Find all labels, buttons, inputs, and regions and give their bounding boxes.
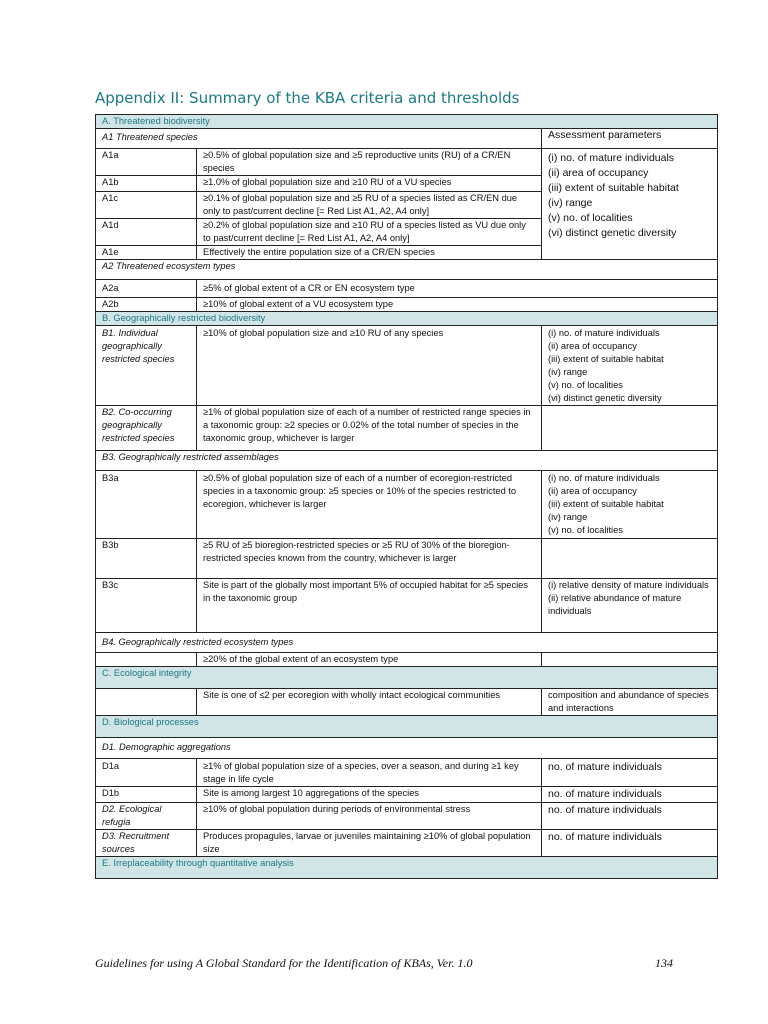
parameter-item: (v) no. of localities: [548, 525, 623, 535]
parameter-item: (i) no. of mature individuals: [548, 328, 660, 338]
table-row: [96, 579, 718, 633]
parameter-item: (iii) extent of suitable habitat: [548, 354, 664, 364]
table-row: [96, 830, 718, 857]
criterion-code: D3. Recruitment sources: [96, 830, 197, 857]
criterion-threshold: ≥0.5% of global population size and ≥5 reproductive units (RU) of a CR/EN species: [197, 149, 542, 176]
criterion-threshold: ≥1.0% of global population size and ≥10 RU of a VU species: [197, 176, 542, 192]
criterion-code-empty: [96, 689, 197, 716]
footer-page-number: 134: [655, 956, 673, 970]
criterion-threshold: ≥10% of global population during periods of environmental stress: [197, 803, 542, 830]
table-row: [96, 689, 718, 716]
parameter-item: (iv) range: [548, 367, 588, 377]
table-row: [96, 539, 718, 579]
subheading: B4. Geographically restricted ecosystem types: [96, 633, 718, 653]
section-heading: D. Biological processes: [96, 716, 718, 738]
criterion-threshold: Site is part of the globally most important 5% of occupied habitat for ≥5 species in the taxonomic group: [197, 579, 542, 633]
criterion-threshold: ≥1% of global population size of a species, over a season, and during ≥1 key stage in life cycle: [197, 759, 542, 787]
kba-criteria-table: [95, 114, 718, 879]
section-row-b: [96, 312, 718, 326]
table-row: [96, 759, 718, 787]
criterion-code: D1b: [96, 787, 197, 803]
parameter-item: (iii) extent of suitable habitat: [548, 182, 679, 194]
parameter-item: (v) no. of localities: [548, 212, 633, 224]
table-row: [96, 298, 718, 312]
assessment-parameter: composition and abundance of species and interactions: [542, 689, 718, 716]
criterion-threshold: Site is one of ≤2 per ecoregion with wholly intact ecological communities: [197, 689, 542, 716]
table-row: [96, 787, 718, 803]
table-row: [96, 803, 718, 830]
section-heading: B. Geographically restricted biodiversity: [96, 312, 718, 326]
parameter-item: (ii) area of occupancy: [548, 167, 649, 179]
assessment-parameters: [542, 326, 718, 406]
subheading: D1. Demographic aggregations: [96, 738, 718, 759]
section-row-c: [96, 667, 718, 689]
criterion-code: A1c: [96, 192, 197, 219]
subheading-row: [96, 451, 718, 471]
criterion-code: A2b: [96, 298, 197, 312]
table-row: [96, 326, 718, 406]
criterion-threshold: ≥5% of global extent of a CR or EN ecosystem type: [197, 280, 718, 298]
parameter-item: (ii) area of occupancy: [548, 486, 637, 496]
criterion-threshold: Effectively the entire population size of a CR/EN species: [197, 246, 542, 260]
parameter-item: (iii) extent of suitable habitat: [548, 499, 664, 509]
section-heading: A. Threatened biodiversity: [96, 115, 718, 129]
subheading-row: [96, 260, 718, 280]
subheading: A2 Threatened ecosystem types: [96, 260, 718, 280]
parameter-item: (i) no. of mature individuals: [548, 152, 675, 164]
criterion-threshold: ≥1% of global population size of each of a number of restricted range species in a taxonomic group: ≥2 species or 0.02% of the total number of species in the taxonomic group, whichever is larger: [197, 406, 542, 451]
parameter-item: (vi) distinct genetic diversity: [548, 227, 677, 239]
table-row: [96, 280, 718, 298]
parameter-item: (ii) area of occupancy: [548, 341, 637, 351]
criterion-threshold: ≥0.1% of global population size and ≥5 RU of a species listed as CR/EN due only to past/current decline [= Red List A1, A2, A4 only]: [197, 192, 542, 219]
assessment-parameter: no. of mature individuals: [542, 803, 718, 830]
assessment-parameter: no. of mature individuals: [542, 759, 718, 787]
criterion-code: A1e: [96, 246, 197, 260]
section-row-d: [96, 716, 718, 738]
section-heading: C. Ecological integrity: [96, 667, 718, 689]
criterion-code: B3b: [96, 539, 197, 579]
criterion-code: A1d: [96, 219, 197, 246]
parameter-item: (vi) distinct genetic diversity: [548, 393, 662, 403]
criterion-code: B1. Individual geographically restricted species: [96, 326, 197, 406]
criterion-code: A1a: [96, 149, 197, 176]
criterion-code: B3a: [96, 471, 197, 539]
assessment-parameters-empty: [542, 406, 718, 451]
table-row: [96, 406, 718, 451]
criterion-code-empty: [96, 653, 197, 667]
assessment-parameters: [542, 579, 718, 633]
criterion-code: D1a: [96, 759, 197, 787]
section-row-e: [96, 857, 718, 879]
criterion-threshold: ≥0.5% of global population size of each of a number of ecoregion-restricted species in a taxonomic group: ≥5 species or 10% of the species restricted to ecoregion, whichever is larger: [197, 471, 542, 539]
criterion-threshold: ≥10% of global population size and ≥10 RU of any species: [197, 326, 542, 406]
section-heading: E. Irreplaceability through quantitative analysis: [96, 857, 718, 879]
criterion-threshold: Site is among largest 10 aggregations of the species: [197, 787, 542, 803]
footer-document-title: Guidelines for using A Global Standard for the Identification of KBAs, Ver. 1.0: [95, 956, 473, 970]
subheading: A1 Threatened species: [96, 129, 542, 149]
criterion-code: A1b: [96, 176, 197, 192]
criterion-code: D2. Ecological refugia: [96, 803, 197, 830]
table-row: [96, 149, 718, 176]
parameter-item: (i) relative density of mature individuals: [548, 580, 709, 590]
subheading-row: [96, 129, 718, 149]
assessment-parameters: [542, 471, 718, 539]
assessment-parameter: no. of mature individuals: [542, 787, 718, 803]
assessment-parameters-heading: Assessment parameters: [542, 129, 718, 149]
assessment-parameters: [542, 149, 718, 260]
assessment-parameters-empty: [542, 539, 718, 579]
criterion-code: B3c: [96, 579, 197, 633]
page-title: Appendix II: Summary of the KBA criteria and thresholds: [95, 89, 520, 107]
criterion-threshold: ≥5 RU of ≥5 bioregion-restricted species or ≥5 RU of 30% of the bioregion-restricted species known from the country, whichever is larger: [197, 539, 542, 579]
table-row: [96, 653, 718, 667]
subheading-row: [96, 633, 718, 653]
parameter-item: (iv) range: [548, 512, 588, 522]
parameter-item: (i) no. of mature individuals: [548, 473, 660, 483]
criterion-code: B2. Co-occurring geographically restricted species: [96, 406, 197, 451]
parameter-item: (iv) range: [548, 197, 593, 209]
subheading: B3. Geographically restricted assemblages: [96, 451, 718, 471]
criterion-threshold: ≥0.2% of global population size and ≥10 RU of a species listed as VU due only to past/current decline [= Red List A1, A2, A4 only]: [197, 219, 542, 246]
table-row: [96, 471, 718, 539]
criterion-threshold: ≥10% of global extent of a VU ecosystem type: [197, 298, 718, 312]
assessment-parameter: no. of mature individuals: [542, 830, 718, 857]
criterion-threshold: ≥20% of the global extent of an ecosystem type: [197, 653, 542, 667]
assessment-parameters-empty: [542, 653, 718, 667]
parameter-item: (v) no. of localities: [548, 380, 623, 390]
criterion-threshold: Produces propagules, larvae or juveniles maintaining ≥10% of global population size: [197, 830, 542, 857]
criterion-code: A2a: [96, 280, 197, 298]
subheading-row: [96, 738, 718, 759]
parameter-item: (ii) relative abundance of mature individuals: [548, 593, 682, 616]
section-row-a: [96, 115, 718, 129]
